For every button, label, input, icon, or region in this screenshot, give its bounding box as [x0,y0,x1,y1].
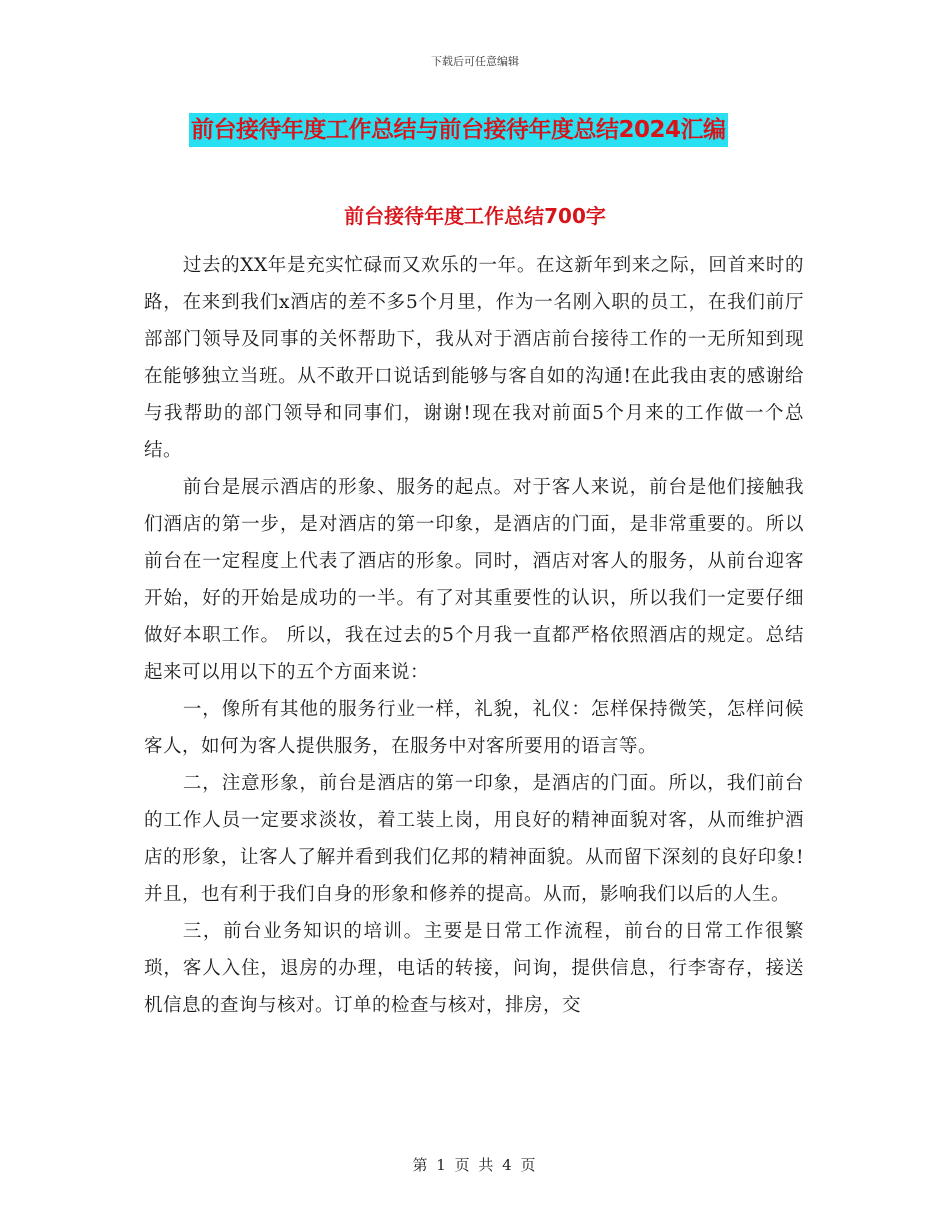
paragraph: 一，像所有其他的服务行业一样，礼貌，礼仪：怎样保持微笑，怎样问候客人，如何为客人提供服务，在服务中对客所要用的语言等。 [144,699,804,757]
page-footer: 第 1 页 共 4 页 [412,1156,538,1174]
document-title: 前台接待年度工作总结与前台接待年度总结2024汇编 [189,113,728,147]
document-body [144,247,804,1024]
paragraph: 前台是展示酒店的形象、服务的起点。对于客人来说，前台是他们接触我们酒店的第一步，是对酒店的第一印象，是酒店的门面，是非常重要的。所以前台在一定程度上代表了酒店的形象。同时，酒店对客人的服务，从前台迎客开始，好的开始是成功的一半。有了对其重要性的认识，所以我们一定要仔细做好本职工作。 所以，我在过去的5个月我一直都严格依照酒店的规定。总结起来可以用以下的五个方面来说： [144,477,804,683]
paragraph: 过去的XX年是充实忙碌而又欢乐的一年。在这新年到来之际，回首来时的路，在来到我们x酒店的差不多5个月里，作为一名刚入职的员工，在我们前厅部部门领导及同事的关怀帮助下，我从对于酒店前台接待工作的一无所知到现在能够独立当班。从不敢开口说话到能够与客自如的沟通!在此我由衷的感谢给与我帮助的部门领导和同事们，谢谢!现在我对前面5个月来的工作做一个总结。 [144,255,804,461]
paragraph: 二，注意形象，前台是酒店的第一印象，是酒店的门面。所以，我们前台的工作人员一定要求淡妆，着工装上岗，用良好的精神面貌对客，从而维护酒店的形象，让客人了解并看到我们亿邦的精神面貌。从而留下深刻的良好印象!并且，也有利于我们自身的形象和修养的提高。从而，影响我们以后的人生。 [144,773,804,905]
paragraph: 三，前台业务知识的培训。主要是日常工作流程，前台的日常工作很繁琐，客人入住，退房的办理，电话的转接，问询，提供信息，行李寄存，接送机信息的查询与核对。订单的检查与核对，排房，交 [144,921,804,1016]
section-title: 前台接待年度工作总结700字 [344,204,606,228]
header-note: 下载后可任意编辑 [431,55,519,68]
